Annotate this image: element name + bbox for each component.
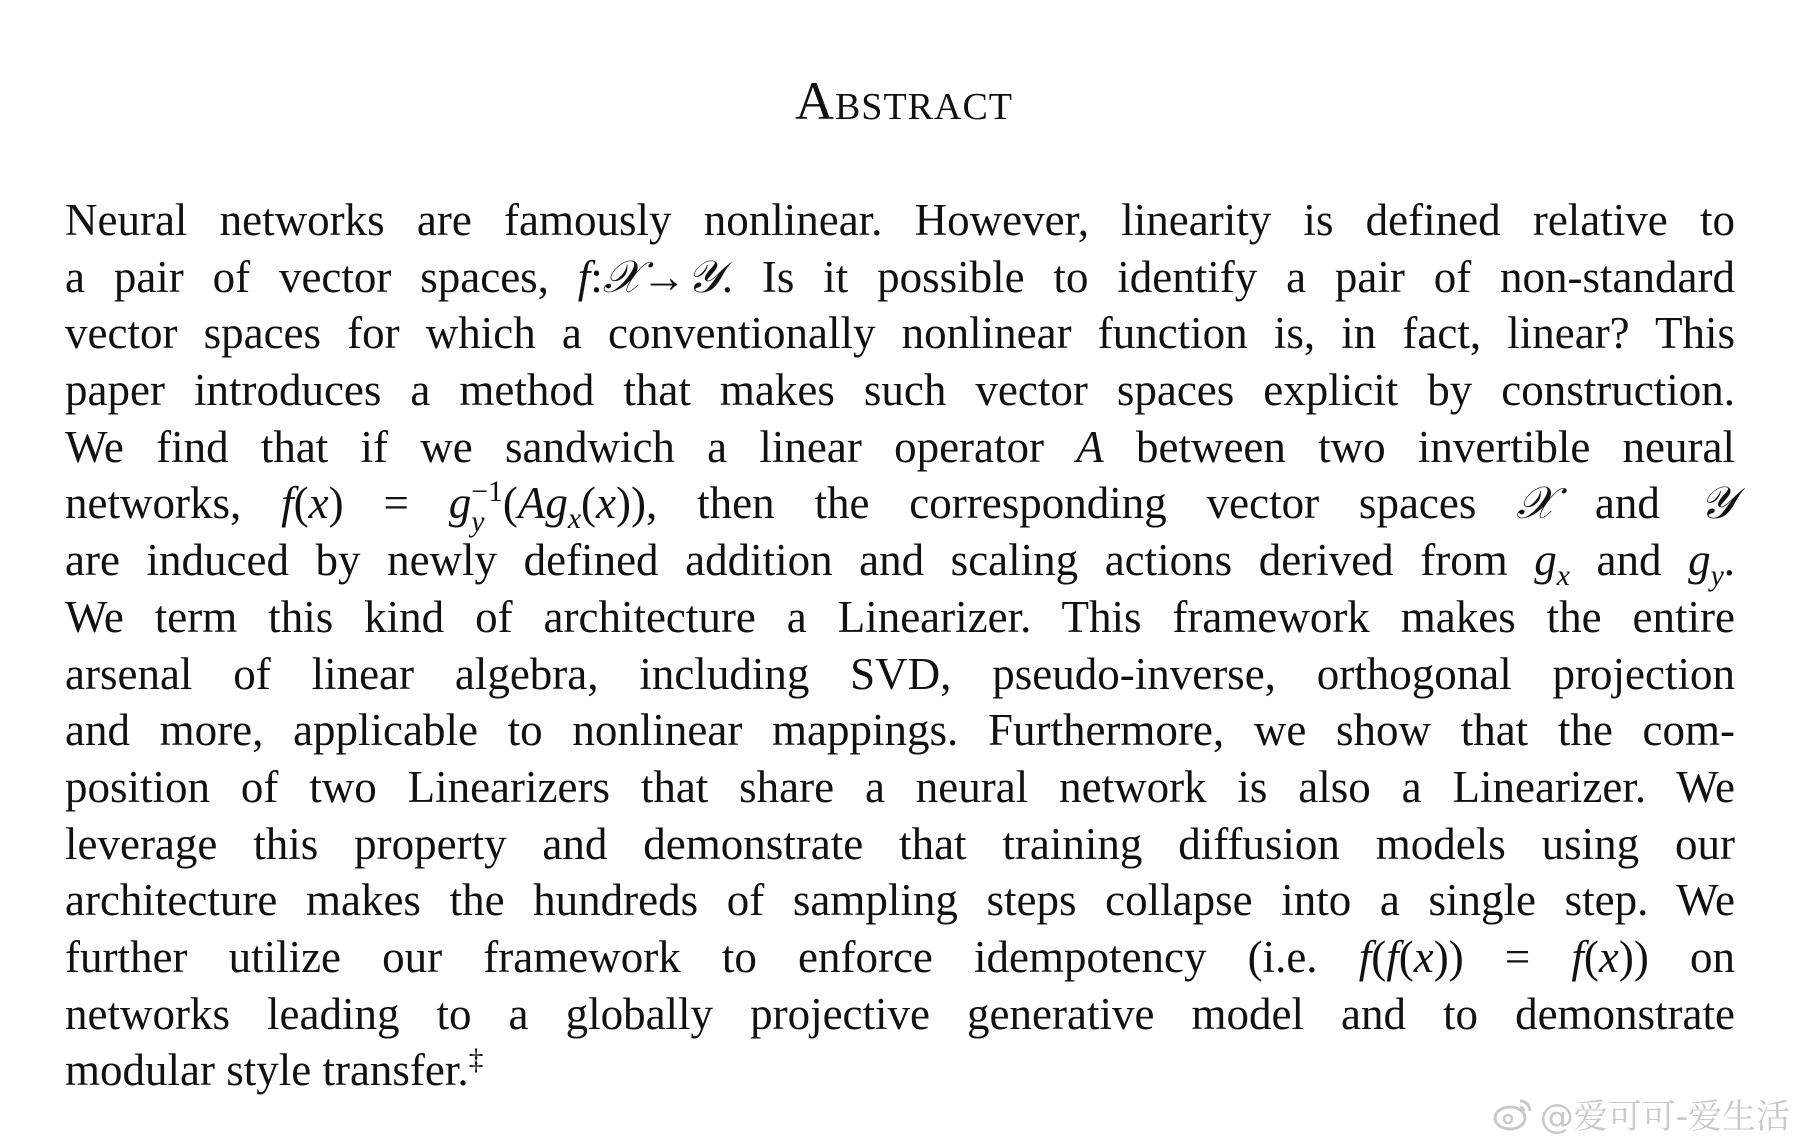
abstract-line: vector spaces for which a conventionally nonlinear function is, in fact, linear? This (65, 308, 1735, 359)
abstract-line: leverage this property and demonstrate that training diffusion models using our (65, 818, 1735, 869)
abstract-line: architecture makes the hundreds of sampling steps collapse into a single step. We (65, 875, 1735, 926)
math-symbol: A (1076, 421, 1104, 472)
watermark-text: @爱可可-爱生活 (1539, 1097, 1790, 1137)
abstract-line: paper introduces a method that makes such vector spaces explicit by construction. (65, 365, 1735, 416)
abstract-line: position of two Linearizers that share a neural network is also a Linearizer. We (65, 761, 1735, 812)
math-symbol: f (1571, 931, 1584, 982)
footnote-mark: ‡ (468, 1044, 484, 1077)
math-symbol: g (1534, 535, 1557, 586)
math-symbol: x (596, 478, 616, 529)
weibo-logo-icon (1492, 1097, 1534, 1131)
math-symbol: x (308, 478, 329, 529)
abstract-heading: Abstract (794, 71, 1014, 131)
abstract-line: We term this kind of architecture a Linearizer. This framework makes the entire (65, 591, 1735, 642)
abstract-line: modular style transfer.‡ (65, 1044, 484, 1096)
abstract-line: Neural networks are famously nonlinear. However, linearity is defined relative to (65, 195, 1735, 245)
math-space-symbol: 𝒳 (1516, 476, 1555, 530)
math-subscript: y (1710, 560, 1724, 593)
math-space-symbol: 𝒴 (1699, 476, 1735, 530)
abstract-line: networks leading to a globally projective generative model and to demonstrate (65, 988, 1735, 1039)
math-subscript: x (567, 503, 582, 536)
math-symbol: f (281, 478, 294, 529)
abstract-line: further utilize our framework to enforce idempotency (i.e. f(f(x)) = f(x)) on (65, 931, 1735, 982)
abstract-line: networks, f(x) = g −1 y $(Ag_x(x))$, then the corresponding vector spaces 𝒳 and 𝒴 (65, 476, 1735, 539)
math-symbol: x (1598, 931, 1619, 982)
abstract-body (65, 192, 1735, 1099)
abstract-line: arsenal of linear algebra, including SVD, pseudo-inverse, orthogonal projection (65, 648, 1735, 699)
math-space-symbol: 𝒳 (602, 249, 642, 303)
math-symbol: Ag (517, 478, 568, 529)
watermark (1492, 1089, 1790, 1138)
math-symbol: f (577, 251, 591, 302)
abstract-line: are induced by newly defined addition and scaling actions derived from $g_x$ and $g_y$. (65, 535, 1735, 593)
math-subsup: −1 y (471, 476, 503, 539)
abstract-line: and more, applicable to nonlinear mappings. Furthermore, we show that the com- (65, 705, 1735, 756)
math-space-symbol: 𝒴 (686, 249, 722, 303)
math-symbol: g (1688, 535, 1711, 586)
math-symbol: x (1413, 931, 1434, 982)
math-symbol: g (448, 478, 472, 529)
math-subscript: x (1556, 560, 1570, 593)
abstract-line: We find that if we sandwich a linear operator A between two invertible neural (65, 421, 1735, 472)
math-symbol: f (1386, 931, 1399, 982)
math-symbol: f (1358, 931, 1372, 982)
abstract-line: a pair of vector spaces, f:𝒳→𝒴. Is it possible to identify a pair of non-standard (65, 249, 1735, 303)
